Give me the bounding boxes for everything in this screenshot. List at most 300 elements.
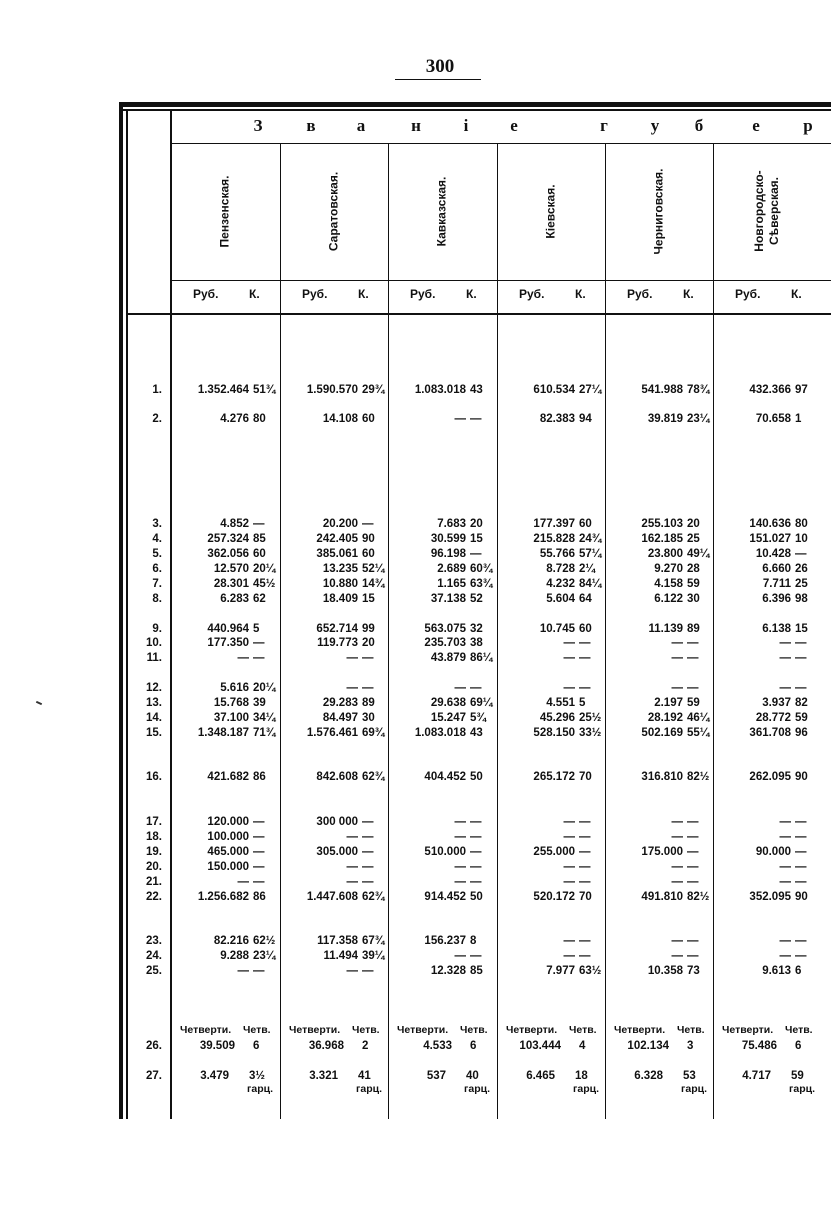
row-number: 17. [146,816,162,828]
cell-kop: 14¾ [362,578,385,590]
cell-rub: 491.810 [641,891,683,903]
page-number: 300 [425,56,455,77]
cell-kop: — [687,861,699,873]
cell-rub: 242.405 [316,533,358,545]
cell-kop: 59 [791,1070,804,1082]
cell-kop: 55¼ [687,727,710,739]
cell-kop: — [470,682,482,694]
row-number: 4. [152,533,162,545]
cell-kop: — [687,876,699,888]
cell-rub: — [346,861,358,873]
cell-kop: — [470,950,482,962]
cell-rub: 404.452 [424,771,466,783]
cell-rub: 15.247 [430,712,466,724]
cell-rub: — [563,652,575,664]
cell-rub: 9.288 [220,950,249,962]
cell-rub: 18.409 [322,593,358,605]
row-number: 1. [152,384,162,396]
cell-kop: — [362,965,374,977]
cell-rub: — [346,876,358,888]
cell-rub: 37.138 [430,593,466,605]
cell-rub: 432.366 [749,384,791,396]
cell-kop: 71¾ [253,727,276,739]
cell-kop: 30 [362,712,375,724]
cell-kop: 23¼ [687,413,710,425]
cell-kop: 60 [579,518,592,530]
cell-rub: 55.766 [539,548,575,560]
cell-kop: — [362,816,374,828]
cell-rub: — [454,816,466,828]
cell-rub: 1.083.018 [414,384,466,396]
grain-header-chetv: Четв. [785,1024,813,1036]
cell-rub: 385.061 [316,548,358,560]
cell-rub: 39.819 [647,413,683,425]
cell-kop: 59 [687,578,700,590]
cell-rub: — [779,816,791,828]
cell-kop: 70 [579,771,592,783]
cell-kop: — [687,950,699,962]
cell-rub: 528.150 [533,727,575,739]
cell-rub: 4.852 [220,518,249,530]
unit-kop: К. [791,287,802,301]
grain-header-chetv: Четв. [460,1024,488,1036]
cell-kop: 45½ [253,578,276,590]
cell-kop: 96 [795,727,808,739]
garc-label: гарц. [681,1083,707,1095]
cell-kop: 39 [253,697,266,709]
title-letter: е [510,116,518,135]
column-name: Саратовская. [326,171,341,252]
cell-rub: 119.773 [317,637,358,649]
cell-rub: 4.551 [546,697,575,709]
column-separator [280,143,281,1119]
cell-kop: 27¼ [579,384,602,396]
column-name: Кавказская. [434,176,449,247]
names-bottom-rule [170,280,831,281]
column-separator [713,143,714,1119]
cell-kop: 60 [362,413,375,425]
cell-rub: — [671,637,683,649]
cell-rub: — [779,861,791,873]
cell-kop: 20¼ [253,563,276,575]
cell-rub: 82.383 [539,413,575,425]
cell-rub: 1.165 [437,578,466,590]
cell-kop: 89 [362,697,375,709]
row-number: 10. [146,637,162,649]
cell-rub: 4.158 [654,578,683,590]
cell-kop: — [795,950,807,962]
cell-kop: 86 [253,891,266,903]
cell-rub: 1.083.018 [414,727,466,739]
grain-header-chetv: Четв. [677,1024,705,1036]
cell-rub: 175.000 [641,846,683,858]
cell-rub: 6.328 [634,1070,663,1082]
cell-kop: 78¾ [687,384,710,396]
row-number: 8. [152,593,162,605]
cell-kop: 29¾ [362,384,385,396]
cell-rub: — [346,682,358,694]
cell-kop: 97 [795,384,808,396]
cell-rub: 465.000 [207,846,249,858]
cell-kop: 64 [579,593,592,605]
cell-kop: 25 [687,533,700,545]
cell-kop: 34¼ [253,712,276,724]
cell-rub: 117.358 [317,935,358,947]
cell-kop: 33½ [579,727,602,739]
cell-kop: 90 [362,533,375,545]
cell-kop: — [795,831,807,843]
row-number: 7. [152,578,162,590]
row-number: 13. [146,697,162,709]
cell-kop: — [795,637,807,649]
cell-kop: 24¾ [579,533,602,545]
cell-kop: 15 [470,533,483,545]
cell-kop: 5 [579,697,586,709]
cell-kop: — [470,846,482,858]
cell-kop: — [362,682,374,694]
column-name: Новгородско-Сѣверская. [752,170,781,252]
cell-rub: 421.682 [207,771,249,783]
grain-header-chetv: Четв. [569,1024,597,1036]
cell-kop: 41 [358,1070,371,1082]
cell-rub: 257.324 [207,533,249,545]
title-letter: у [650,116,660,135]
cell-kop: — [795,861,807,873]
cell-rub: 28.192 [647,712,683,724]
cell-rub: — [671,876,683,888]
cell-rub: — [454,876,466,888]
title-letter: р [803,116,813,135]
cell-kop: 69¼ [470,697,493,709]
column-name: Кіевская. [543,184,558,239]
grain-header-quarters: Четверти. [506,1024,558,1036]
cell-kop: 50 [470,771,483,783]
cell-rub: 156.237 [424,935,466,947]
cell-rub: 103.444 [519,1040,561,1052]
row-number: 19. [146,846,162,858]
cell-rub: 1.256.682 [197,891,249,903]
cell-rub: — [779,950,791,962]
row-number: 15. [146,727,162,739]
cell-kop: 5 [253,623,260,635]
cell-kop: — [795,548,807,560]
cell-rub: — [671,682,683,694]
unit-rub: Руб. [410,287,436,301]
cell-rub: 537 [426,1070,446,1082]
cell-kop: 39¼ [362,950,385,962]
top-thin-rule [119,109,831,111]
cell-rub: 235.703 [424,637,466,649]
cell-rub: 151.027 [749,533,791,545]
cell-rub: 177.350 [207,637,249,649]
cell-rub: 4.717 [742,1070,771,1082]
cell-rub: 13.235 [322,563,358,575]
unit-kop: К. [249,287,260,301]
cell-rub: 352.095 [749,891,791,903]
cell-kop: 98 [795,593,808,605]
cell-rub: 100.000 [207,831,249,843]
cell-kop: — [795,682,807,694]
cell-kop: 60 [253,548,266,560]
cell-rub: 2.197 [654,697,683,709]
cell-kop: 25 [795,578,808,590]
cell-rub: 316.810 [641,771,683,783]
cell-kop: 49¼ [687,548,710,560]
cell-rub: 1.447.608 [306,891,358,903]
cell-kop: 85 [253,533,266,545]
cell-kop: 26 [795,563,808,575]
cell-kop: 86 [253,771,266,783]
cell-rub: 177.397 [533,518,575,530]
cell-rub: 82.216 [213,935,249,947]
cell-rub: — [671,652,683,664]
cell-kop: — [253,846,265,858]
cell-kop: 38 [470,637,483,649]
row-number: 5. [152,548,162,560]
cell-kop: 84¼ [579,578,602,590]
cell-rub: 30.599 [430,533,466,545]
cell-rub: 215.828 [533,533,575,545]
cell-kop: 70 [579,891,592,903]
cell-kop: 28 [687,563,700,575]
cell-kop: — [253,831,265,843]
row-number: 12. [146,682,162,694]
row-number: 9. [152,623,162,635]
cell-rub: 29.283 [322,697,358,709]
cell-rub: 162.185 [641,533,683,545]
unit-kop: К. [466,287,477,301]
cell-rub: 7.683 [437,518,466,530]
cell-rub: 5.616 [220,682,249,694]
title-letter: е [752,116,760,135]
cell-kop: 8 [470,935,477,947]
cell-kop: 62¾ [362,771,385,783]
cell-rub: — [563,950,575,962]
cell-rub: — [563,935,575,947]
cell-kop: — [579,816,591,828]
cell-kop: — [362,876,374,888]
cell-kop: 5¾ [470,712,486,724]
cell-rub: 28.301 [213,578,249,590]
cell-rub: 3.479 [200,1070,229,1082]
cell-rub: 12.570 [213,563,249,575]
grain-header-quarters: Четверти. [289,1024,341,1036]
cell-kop: 67¾ [362,935,385,947]
cell-kop: 73 [687,965,700,977]
cell-kop: 6 [253,1040,260,1052]
column-separator [388,143,389,1119]
title-letter: З [253,116,263,135]
cell-rub: 11.494 [323,950,358,962]
cell-rub: 90.000 [755,846,791,858]
cell-rub: — [454,950,466,962]
row-number: 23. [146,935,162,947]
cell-kop: 99 [362,623,375,635]
cell-rub: — [779,876,791,888]
cell-rub: 1.576.461 [306,727,358,739]
cell-kop: 51¾ [253,384,276,396]
row-number: 18. [146,831,162,843]
cell-kop: 82½ [687,771,710,783]
cell-rub: 102.134 [627,1040,669,1052]
cell-rub: 36.968 [308,1040,344,1052]
cell-rub: 502.169 [641,727,683,739]
title-letter: г [600,116,608,135]
cell-rub: — [779,652,791,664]
stray-mark [36,701,42,705]
cell-rub: 8.728 [546,563,575,575]
cell-rub: — [671,950,683,962]
garc-label: гарц. [464,1083,490,1095]
cell-kop: — [470,816,482,828]
cell-kop: 30 [687,593,700,605]
cell-rub: 43.879 [430,652,466,664]
cell-rub: 96.198 [430,548,466,560]
cell-kop: — [362,831,374,843]
cell-rub: 262.095 [749,771,791,783]
unit-rub: Руб. [627,287,653,301]
title-letter: і [463,116,469,135]
cell-kop: 6 [470,1040,477,1052]
cell-kop: 6 [795,965,802,977]
cell-kop: 23¼ [253,950,276,962]
cell-kop: 59 [687,697,700,709]
cell-rub: 120.000 [207,816,249,828]
cell-kop: 60 [579,623,592,635]
cell-rub: — [454,831,466,843]
cell-rub: — [237,876,249,888]
cell-kop: 53 [683,1070,696,1082]
grain-header-chetv: Четв. [352,1024,380,1036]
cell-kop: — [687,652,699,664]
cell-rub: 6.465 [526,1070,555,1082]
cell-rub: 45.296 [539,712,575,724]
top-thick-rule [119,102,831,107]
cell-rub: 520.172 [533,891,575,903]
cell-rub: — [779,637,791,649]
cell-kop: — [687,935,699,947]
cell-kop: — [470,548,482,560]
cell-kop: — [253,637,265,649]
cell-kop: 15 [362,593,375,605]
row-number: 27. [146,1070,162,1082]
cell-kop: — [687,846,699,858]
cell-kop: 25½ [579,712,602,724]
cell-rub: 541.988 [641,384,683,396]
cell-rub: 39.509 [199,1040,235,1052]
cell-kop: 82½ [687,891,710,903]
cell-rub: 14.108 [322,413,358,425]
cell-rub: — [563,831,575,843]
row-number: 25. [146,965,162,977]
cell-kop: 60 [362,548,375,560]
cell-rub: — [346,652,358,664]
cell-kop: — [795,816,807,828]
cell-rub: 563.075 [424,623,466,635]
unit-kop: К. [575,287,586,301]
cell-kop: — [795,846,807,858]
cell-rub: — [454,861,466,873]
cell-rub: 5.604 [546,593,575,605]
cell-kop: 62 [253,593,266,605]
cell-rub: 6.396 [762,593,791,605]
cell-rub: 265.172 [533,771,575,783]
cell-kop: 63¾ [470,578,493,590]
cell-kop: — [687,682,699,694]
row-number: 2. [152,413,162,425]
cell-kop: — [362,861,374,873]
row-number: 11. [146,652,162,664]
cell-kop: — [579,831,591,843]
cell-rub: 510.000 [424,846,466,858]
cell-kop: 85 [470,965,483,977]
cell-kop: — [470,413,482,425]
garc-label: гарц. [356,1083,382,1095]
cell-kop: — [253,652,265,664]
cell-rub: — [563,816,575,828]
cell-rub: 6.283 [220,593,249,605]
cell-rub: 70.658 [755,413,791,425]
cell-rub: 15.768 [213,697,249,709]
cell-kop: — [579,950,591,962]
cell-kop: 62¾ [362,891,385,903]
cell-rub: — [779,935,791,947]
row-number: 20. [146,861,162,873]
cell-kop: — [579,935,591,947]
grain-header-chetv: Четв. [243,1024,271,1036]
cell-rub: — [563,861,575,873]
cell-kop: 94 [579,413,592,425]
cell-kop: — [687,816,699,828]
cell-kop: — [253,861,265,873]
cell-rub: 75.486 [741,1040,777,1052]
row-number: 21. [146,876,162,888]
cell-kop: 62½ [253,935,276,947]
cell-kop: — [579,846,591,858]
cell-kop: 10 [795,533,808,545]
cell-kop: 43 [470,384,483,396]
cell-rub: 300 000 [316,816,358,828]
column-separator [497,143,498,1119]
cell-rub: 150.000 [207,861,249,873]
cell-kop: 86¼ [470,652,493,664]
cell-rub: 255.103 [641,518,683,530]
cell-rub: 610.534 [533,384,575,396]
cell-kop: 15 [795,623,808,635]
cell-rub: 362.056 [207,548,249,560]
cell-kop: 20 [362,637,375,649]
cell-rub: — [346,831,358,843]
cell-rub: 652.714 [316,623,358,635]
row-number: 6. [152,563,162,575]
cell-kop: — [362,652,374,664]
cell-kop: — [362,518,374,530]
cell-kop: 18 [575,1070,588,1082]
row-number: 26. [146,1040,162,1052]
cell-rub: — [563,682,575,694]
cell-kop: 3½ [249,1070,265,1082]
cell-rub: 1.352.464 [197,384,249,396]
unit-rub: Руб. [302,287,328,301]
cell-rub: — [671,861,683,873]
cell-rub: 4.276 [220,413,249,425]
cell-kop: — [687,637,699,649]
cell-kop: — [253,518,265,530]
cell-rub: 12.328 [430,965,466,977]
cell-rub: 10.880 [322,578,358,590]
cell-kop: — [470,831,482,843]
cell-kop: — [579,637,591,649]
